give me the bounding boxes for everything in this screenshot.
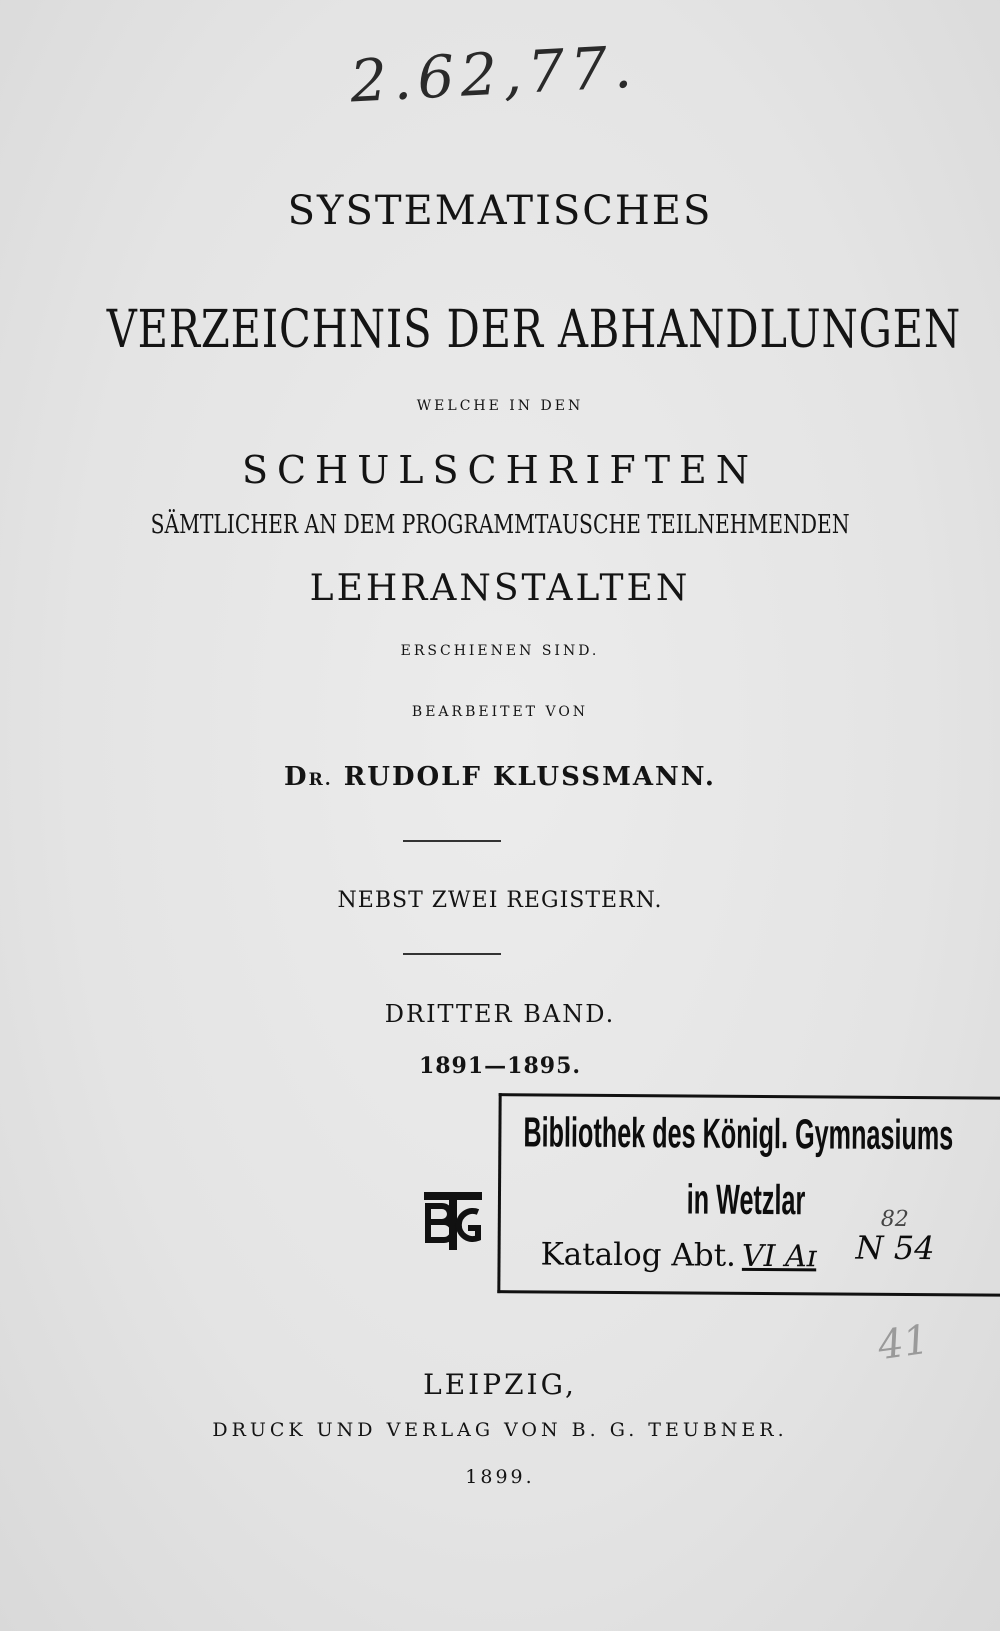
editor-name: RUDOLF KLUSSMANN. (343, 762, 716, 792)
title-line-5 (0, 510, 1000, 540)
stamp-number: N 54 (855, 1228, 935, 1268)
editor-title-initial: D (284, 762, 309, 792)
stamp-katalog-handwritten: VI Aɪ (741, 1238, 817, 1275)
handwritten-shelfmark: 2.62,77. (348, 32, 640, 116)
library-stamp (497, 1093, 1000, 1297)
publisher-monogram-logo (420, 1188, 486, 1254)
stamp-katalog (540, 1236, 816, 1274)
title-main: VERZEICHNIS DER ABHANDLUNGEN (106, 300, 962, 360)
title-institutions: SÄMTLICHER AN DEM PROGRAMMTAUSCHE TEILNEHMENDEN (150, 510, 850, 540)
editor-prefix: BEARBEITET VON (411, 704, 589, 720)
title-line-6: LEHRANSTALTEN (309, 568, 691, 609)
stamp-katalog-label: Katalog Abt. (540, 1236, 737, 1274)
supplement-line: NEBST ZWEI REGISTERN. (337, 888, 663, 913)
stamp-location: in Wetzlar (686, 1175, 806, 1224)
imprint-year: 1899. (465, 1466, 535, 1488)
title-line-7: ERSCHIENEN SIND. (400, 643, 600, 659)
divider-rule (403, 840, 501, 842)
divider-rule (403, 953, 501, 955)
stamp-handwritten-number: 82 (880, 1206, 909, 1233)
imprint-city: LEIPZIG, (423, 1368, 577, 1401)
title-line-1: SYSTEMATISCHES (287, 188, 713, 234)
title-line-4: SCHULSCHRIFTEN (241, 448, 759, 492)
stamp-library-name: Bibliothek des Königl. Gymnasiums (523, 1108, 954, 1159)
imprint-publisher: DRUCK UND VERLAG VON B. G. TEUBNER. (212, 1419, 788, 1441)
editor-title-rest: R. (308, 770, 333, 790)
volume-line: DRITTER BAND. (384, 1000, 616, 1028)
years-line: 1891—1895. (418, 1053, 582, 1079)
title-line-3: WELCHE IN DEN (416, 398, 584, 414)
pencil-note: 41 (875, 1316, 932, 1370)
title-line-2 (0, 300, 1000, 360)
editor-name-line (0, 762, 1000, 792)
